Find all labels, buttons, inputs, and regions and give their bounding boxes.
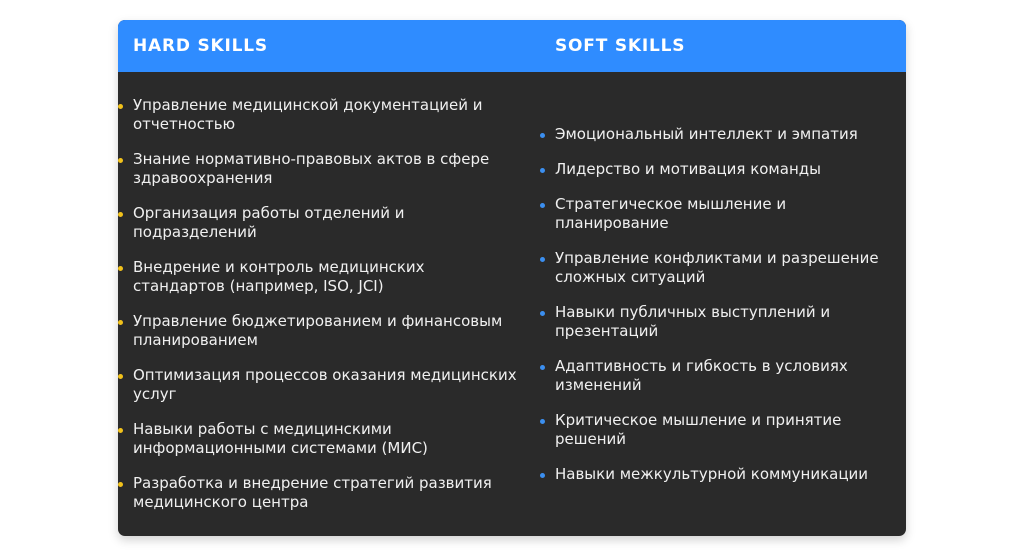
skills-table — [118, 20, 906, 536]
table-header — [118, 20, 906, 72]
hard-skill-text: Управление медицинской документацией и отчетностью — [133, 96, 483, 133]
bullet-icon — [540, 168, 545, 173]
hard-skill-item — [118, 366, 518, 404]
soft-skill-text: Стратегическое мышление и планирование — [555, 195, 787, 232]
soft-skill-item — [540, 249, 900, 287]
hard-skill-text: Разработка и внедрение стратегий развития медицинского центра — [133, 474, 492, 511]
bullet-icon — [540, 257, 545, 262]
hard-skill-text: Знание нормативно-правовых актов в сфере здравоохранения — [133, 150, 490, 187]
soft-skill-item — [540, 125, 900, 144]
hard-skill-item — [118, 474, 518, 512]
bullet-icon — [118, 212, 123, 217]
bullet-icon — [118, 428, 123, 433]
soft-skill-item — [540, 160, 900, 179]
bullet-icon — [540, 419, 545, 424]
soft-skill-item — [540, 357, 900, 395]
bullet-icon — [118, 266, 123, 271]
bullet-icon — [540, 311, 545, 316]
hard-skill-text: Организация работы отделений и подразделений — [133, 204, 405, 241]
soft-skill-text: Адаптивность и гибкость в условиях изменений — [555, 357, 848, 394]
hard-skill-item — [118, 204, 518, 242]
bullet-icon — [118, 374, 123, 379]
bullet-icon — [540, 365, 545, 370]
soft-skill-text: Управление конфликтами и разрешение сложных ситуаций — [555, 249, 879, 286]
bullet-icon — [118, 320, 123, 325]
soft-skill-text: Критическое мышление и принятие решений — [555, 411, 842, 448]
soft-skill-item — [540, 195, 900, 233]
hard-skill-item — [118, 312, 518, 350]
hard-skill-text: Управление бюджетированием и финансовым планированием — [133, 312, 503, 349]
hard-skill-text: Внедрение и контроль медицинских стандартов (например, ISO, JCI) — [133, 258, 425, 295]
soft-skill-text: Эмоциональный интеллект и эмпатия — [555, 125, 858, 143]
soft-skill-text: Навыки публичных выступлений и презентаций — [555, 303, 831, 340]
soft-skill-item — [540, 465, 900, 484]
hard-skills-list — [118, 96, 518, 528]
soft-skills-title: SOFT SKILLS — [555, 36, 686, 56]
bullet-icon — [540, 473, 545, 478]
hard-skills-title: HARD SKILLS — [133, 36, 268, 56]
bullet-icon — [540, 203, 545, 208]
bullet-icon — [118, 482, 123, 487]
bullet-icon — [540, 133, 545, 138]
hard-skill-item — [118, 96, 518, 134]
soft-skill-item — [540, 303, 900, 341]
bullet-icon — [118, 158, 123, 163]
soft-skills-list — [540, 125, 900, 500]
soft-skill-text: Навыки межкультурной коммуникации — [555, 465, 869, 483]
hard-skill-item — [118, 150, 518, 188]
bullet-icon — [118, 104, 123, 109]
soft-skill-item — [540, 411, 900, 449]
hard-skill-item — [118, 420, 518, 458]
hard-skill-text: Оптимизация процессов оказания медицинских услуг — [133, 366, 517, 403]
hard-skill-text: Навыки работы с медицинскими информационными системами (МИС) — [133, 420, 428, 457]
soft-skill-text: Лидерство и мотивация команды — [555, 160, 821, 178]
hard-skill-item — [118, 258, 518, 296]
